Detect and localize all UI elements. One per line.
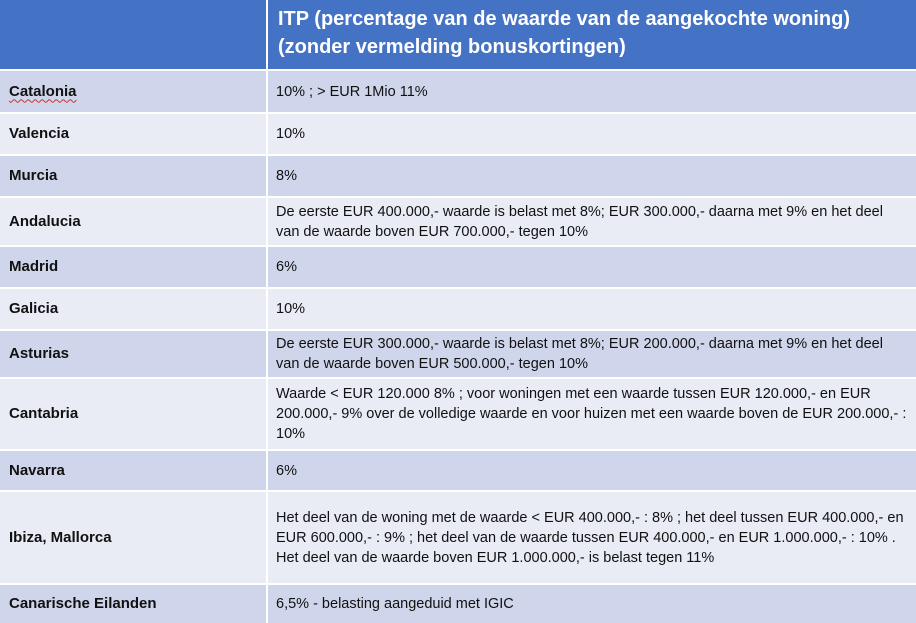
table-row (0, 196, 916, 245)
table-row (0, 490, 916, 583)
region-cell: Galicia (9, 300, 59, 317)
region-cell: Valencia (9, 125, 70, 142)
region-cell: Madrid (9, 258, 59, 275)
value-cell: De eerste EUR 400.000,- waarde is belast met 8%; EUR 300.000,- daarna met 9% en het deel van de waarde boven EUR 700.000,- tegen 10% (266, 198, 916, 245)
region-cell: Murcia (9, 167, 58, 184)
table-row (0, 112, 916, 154)
table-row (0, 69, 916, 112)
table-row (0, 449, 916, 490)
region-cell: Ibiza, Mallorca (9, 528, 112, 546)
header-region-cell (0, 0, 266, 69)
region-cell: Asturias (9, 345, 70, 362)
value-cell: 6% (266, 451, 916, 490)
value-cell: 6% (266, 247, 916, 287)
value-cell: 6,5% - belasting aangeduid met IGIC (266, 585, 916, 623)
table-row (0, 154, 916, 196)
region-cell: Canarische Eilanden (9, 595, 157, 612)
table-header (0, 0, 916, 69)
value-cell: 10% ; > EUR 1Mio 11% (266, 71, 916, 112)
table-row (0, 329, 916, 377)
table-row (0, 583, 916, 623)
table-row (0, 245, 916, 287)
region-cell (0, 71, 266, 112)
region-cell: Cantabria (9, 405, 79, 422)
value-cell: 10% (266, 289, 916, 329)
region-label: Catalonia (9, 82, 77, 100)
value-cell: Waarde < EUR 120.000 8% ; voor woningen met een waarde tussen EUR 120.000,- en EUR 200.000,- 9% over de volledige waarde en voor huizen met een waarde boven de EUR 200.000,- : 10% (266, 379, 916, 449)
value-cell: 10% (266, 114, 916, 154)
table-row (0, 377, 916, 449)
table-row (0, 287, 916, 329)
header-itp-cell: ITP (percentage van de waarde van de aangekochte woning) (zonder vermelding bonuskortingen) (266, 0, 916, 69)
value-cell: De eerste EUR 300.000,- waarde is belast met 8%; EUR 200.000,- daarna met 9% en het deel van de waarde boven EUR 500.000,- tegen 10% (266, 331, 916, 377)
region-cell: Navarra (9, 461, 65, 479)
value-cell: 8% (266, 156, 916, 196)
value-cell: Het deel van de woning met de waarde < EUR 400.000,- : 8% ; het deel tussen EUR 400.000,- en EUR 600.000,- : 9% ; het deel van de waarde tussen EUR 400.000,- en EUR 1.000.000,- : 10% . Het deel van de waarde boven EUR 1.000.000,- is belast tegen 11% (266, 492, 916, 583)
region-cell: Andalucia (9, 212, 81, 230)
